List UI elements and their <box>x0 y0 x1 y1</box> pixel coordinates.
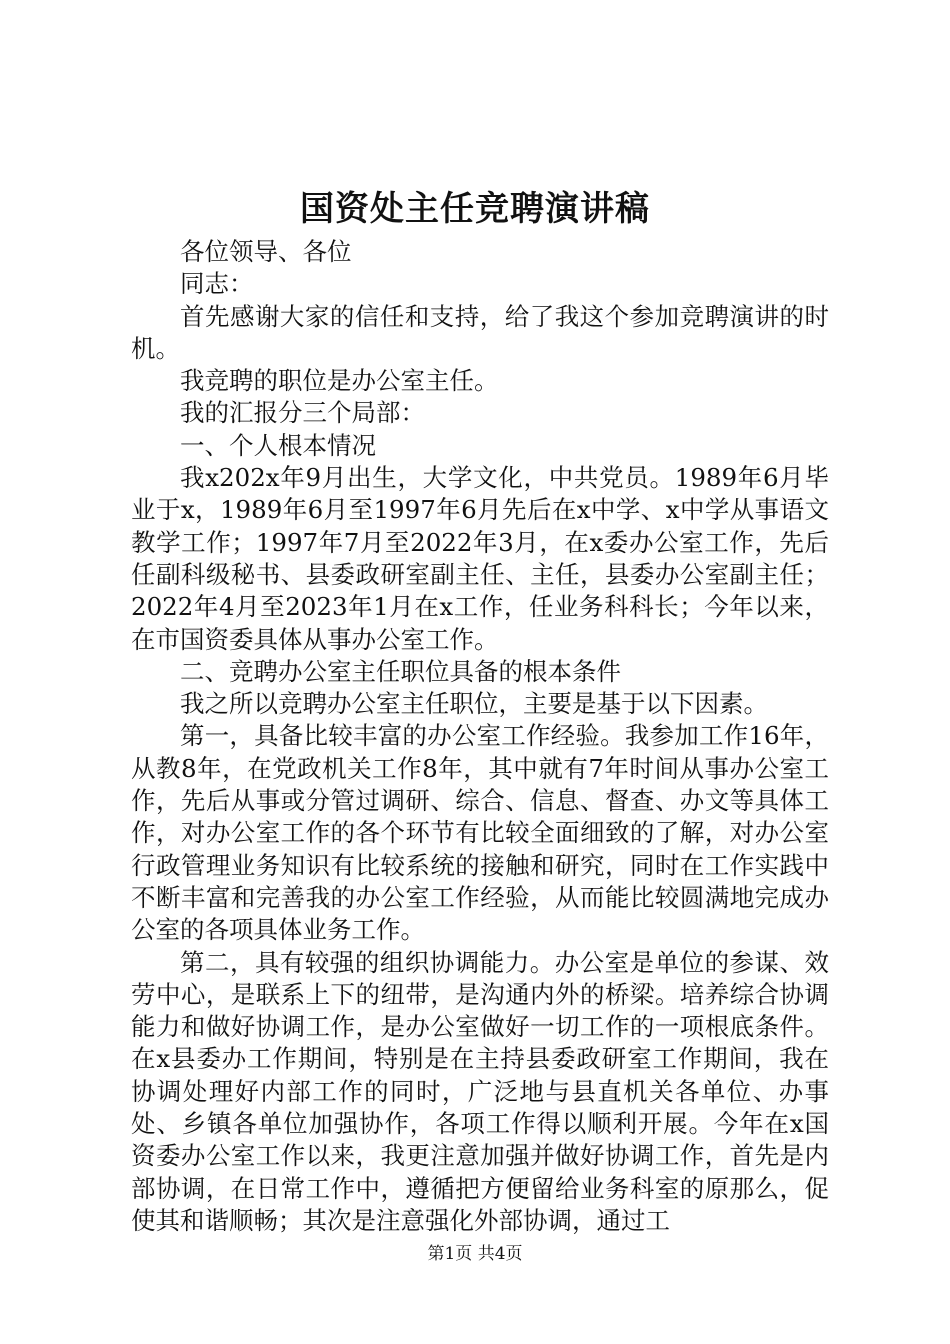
section-heading-2: 二、竞聘办公室主任职位具备的根本条件 <box>180 656 621 686</box>
paragraph-position: 我竞聘的职位是办公室主任。 <box>180 366 499 396</box>
paragraph-first-reason: 第一，具备比较丰富的办公室工作经验。我参加工作16年，从教8年，在党政机关工作8年，其中就有7年时间从事办公室工作，先后从事或分管过调研、综合、信息、督查、办文等具体工作，对办公室工作的各个环节有比较全面细致的了解，对办公室行政管理业务知识有比较系统的接触和研究，同时在工作实践中不断丰富和完善我的办公室工作经验，从而能比较圆满地完成办公室的各项具体业务工作。 <box>131 721 829 945</box>
paragraph-reasons: 我之所以竞聘办公室主任职位，主要是基于以下因素。 <box>180 689 768 719</box>
paragraph-salutation-2: 同志： <box>180 269 254 299</box>
paragraph-outline: 我的汇报分三个局部： <box>180 398 425 428</box>
paragraph-thanks: 首先感谢大家的信任和支持，给了我这个参加竞聘演讲的时机。 <box>131 301 829 363</box>
document-title: 国资处主任竞聘演讲稿 <box>300 189 650 229</box>
paragraph-second-reason: 第二，具有较强的组织协调能力。办公室是单位的参谋、效劳中心，是联系上下的纽带，是沟通内外的桥梁。培养综合协调能力和做好协调工作，是办公室做好一切工作的一项根底条件。在x县委办工作期间，特别是在主持县委政研室工作期间，我在协调处理好内部工作的同时，广泛地与县直机关各单位、办事处、乡镇各单位加强协作，各项工作得以顺利开展。今年在x国资委办公室工作以来，我更注意加强并做好协调工作，首先是内部协调，在日常工作中，遵循把方便留给业务科室的原那么，促使其和谐顺畅；其次是注意强化外部协调，通过工 <box>131 947 829 1235</box>
section-heading-1: 一、个人根本情况 <box>180 430 376 460</box>
paragraph-salutation-1: 各位领导、各位 <box>180 237 352 266</box>
document-body <box>131 236 829 1237</box>
paragraph-background: 我x202x年9月出生，大学文化，中共党员。1989年6月毕业于x，1989年6月至1997年6月先后在x中学、x中学从事语文教学工作；1997年7月至2022年3月，在x委办公室工作，先后任副科级秘书、县委政研室副主任、主任，县委办公室副主任；2022年4月至2023年1月在x工作，任业务科科长；今年以来，在市国资委具体从事办公室工作。 <box>131 463 829 654</box>
page-footer: 第1页 共4页 <box>427 1244 523 1264</box>
